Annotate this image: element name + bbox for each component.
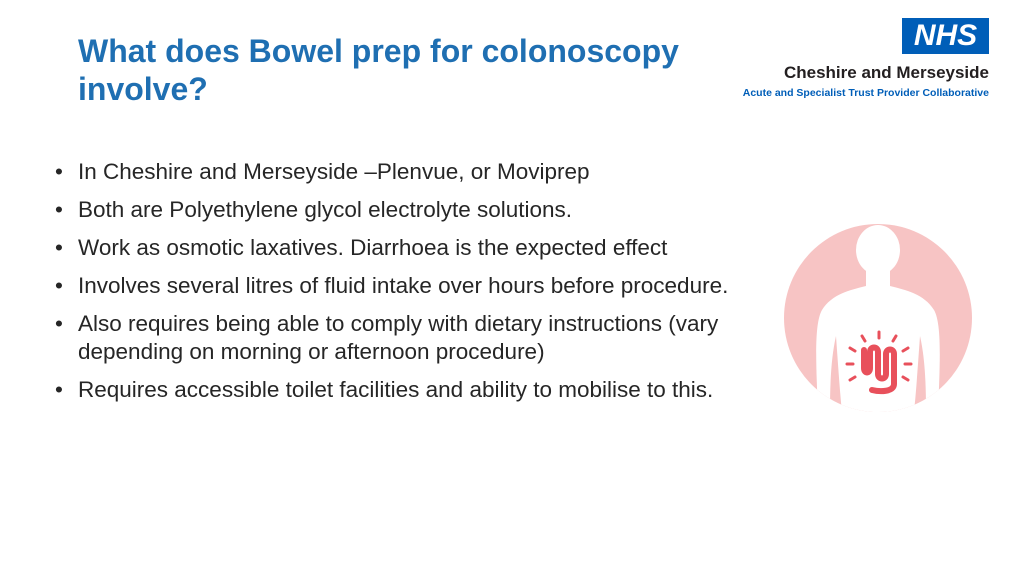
list-item [55,376,755,404]
bullet-marker: • [55,197,63,222]
head-shape [856,225,900,275]
bullet-marker: • [55,159,63,184]
nhs-brand-box: NHS [902,18,989,54]
list-item [55,196,755,224]
list-item [55,272,755,300]
bullet-list [55,158,755,414]
page-title: What does Bowel prep for colonoscopy involve? [78,33,679,107]
bullet-marker: • [55,311,63,336]
bullet-marker: • [55,235,63,260]
list-item-text: Both are Polyethylene glycol electrolyte solutions. [78,197,573,222]
bullet-marker: • [55,377,63,402]
list-item-text: Requires accessible toilet facilities and ability to mobilise to this. [78,377,714,402]
list-item-text: Involves several litres of fluid intake over hours before procedure. [78,273,729,298]
bullet-marker: • [55,273,63,298]
list-item-text: Work as osmotic laxatives. Diarrhoea is the expected effect [78,235,668,260]
list-item-text: Also requires being able to comply with dietary instructions (vary depending on morning or afternoon procedure) [78,311,719,364]
list-item [55,158,755,186]
intestines-body-icon [784,224,972,412]
logo-organisation: Cheshire and Merseyside [783,63,989,82]
list-item [55,234,755,262]
logo-subtitle: Acute and Specialist Trust Provider Collaborative [742,87,989,99]
nhs-logo [738,18,994,102]
list-item [55,310,755,366]
list-item-text: In Cheshire and Merseyside –Plenvue, or Moviprep [78,159,590,184]
